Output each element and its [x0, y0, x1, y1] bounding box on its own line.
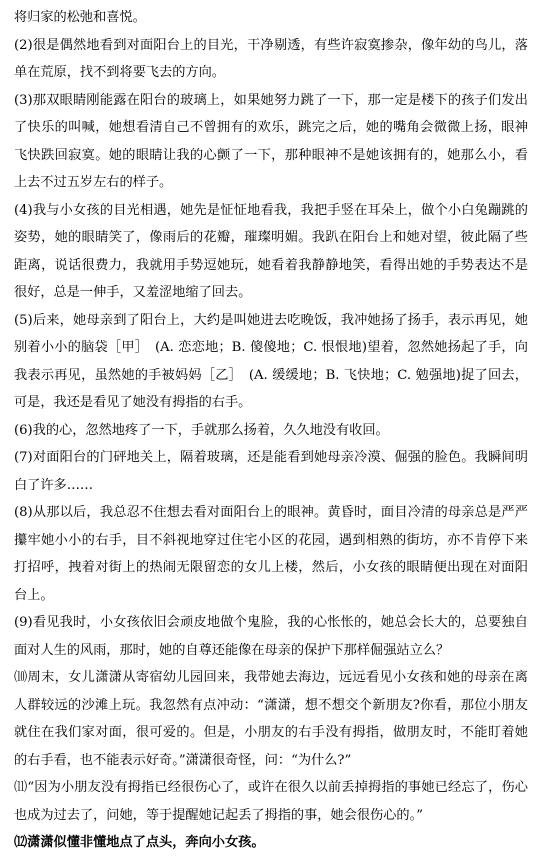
paragraph-6: (6)我的心，忽然地疼了一下，手就那么扬着，久久地没有收回。: [14, 422, 389, 438]
paragraph-3: (3)那双眼睛刚能露在阳台的玻璃上，如果她努力跳了一下，那一定是楼下的孩子们发出了快乐的叫喊，她想看清自己不曾拥有的欢乐，跳完之后，她的嘴角会微微上扬，眼神飞快跌回寂寞。她的眼睛让我的心颤了一下，那种眼神不是她该拥有的，她那么小，看上去不过五岁左右的样子。: [14, 92, 528, 190]
paragraph-9: (9)看见我时，小女孩依旧会顽皮地做个鬼脸，我的心怅怅的，她总会长大的，总要独自面对人生的风雨，那时，她的自尊还能像在母亲的保护下那样倔强站立么？: [14, 615, 528, 658]
paragraph-11: ⑾“因为小朋友没有拇指已经很伤心了，或许在很久以前丢掉拇指的事她已经忘了，伤心也成为过去了，问她，等于提醒她记起丢了拇指的事，她会很伤心的。”: [14, 780, 528, 823]
paragraph-1: 将归家的松弛和喜悦。: [14, 10, 146, 25]
paragraph-4: (4)我与小女孩的目光相遇，她先是怔怔地看我，我把手竖在耳朵上，做个小白兔蹦跳的姿势，她的眼睛笑了，像雨后的花瓣，璀璨明媚。我趴在阳台上和她对望，彼此隔了些距离，说话很费力，我就用手势逗她玩，她看着我静静地笑，看得出她的手势表达不是很好，总是一伸手，又羞涩地缩了回去。: [14, 202, 528, 300]
paragraph-2: (2)很是偶然地看到对面阳台上的目光，干净剔透，有些许寂寞掺杂，像年幼的鸟儿，落单在荒原，找不到将要飞去的方向。: [14, 37, 528, 80]
paragraph-8: (8)从那以后，我总忍不住想去看对面阳台上的眼神。黄昏时，面目冷清的母亲总是严严攥牢她小小的右手，目不斜视地穿过住宅小区的花园，遇到相熟的街坊，亦不肯停下来打招呼，拽着对街上的热闹无限留恋的女儿上楼，然后，小女孩的眼睛便出现在对面阳台上。: [14, 505, 528, 603]
paragraph-12: ⑿潇潇似懂非懂地点了点头，奔向小女孩。: [14, 835, 265, 850]
paragraph-7: (7)对面阳台的门砰地关上，隔着玻璃，还是能看到她母亲冷漠、倔强的脸色。我瞬间明白了许多……: [14, 450, 528, 493]
paragraph-10: ⑽周末，女儿潇潇从寄宿幼儿园回来，我带她去海边，远远看见小女孩和她的母亲在离人群较远的沙滩上玩。我忽然有点冲动：“潇潇，想不想交个新朋友?你看，那位小朋友就住在我们家对面，很可爱的。但是，小朋友的右手没有拇指，做朋友时，不能盯着她的右手看，也不能表示好奇。”潇潇很奇怪，问：“为什么?”: [14, 670, 528, 768]
paragraph-5: (5)后来，她母亲到了阳台上，大约是叫她进去吃晚饭，我冲她扬了扬手，表示再见，她别着小小的脑袋［甲］ (A. 恋恋地；B. 傻傻地；C. 恨恨地)望着，忽然她扬起了手，向我表示再见，虽然她的手被妈妈［乙］ (A. 缓缓地；B. 飞快地；C. 勉强地)捉了回去，可是，我还是看见了她没有拇指的右手。: [14, 312, 528, 410]
